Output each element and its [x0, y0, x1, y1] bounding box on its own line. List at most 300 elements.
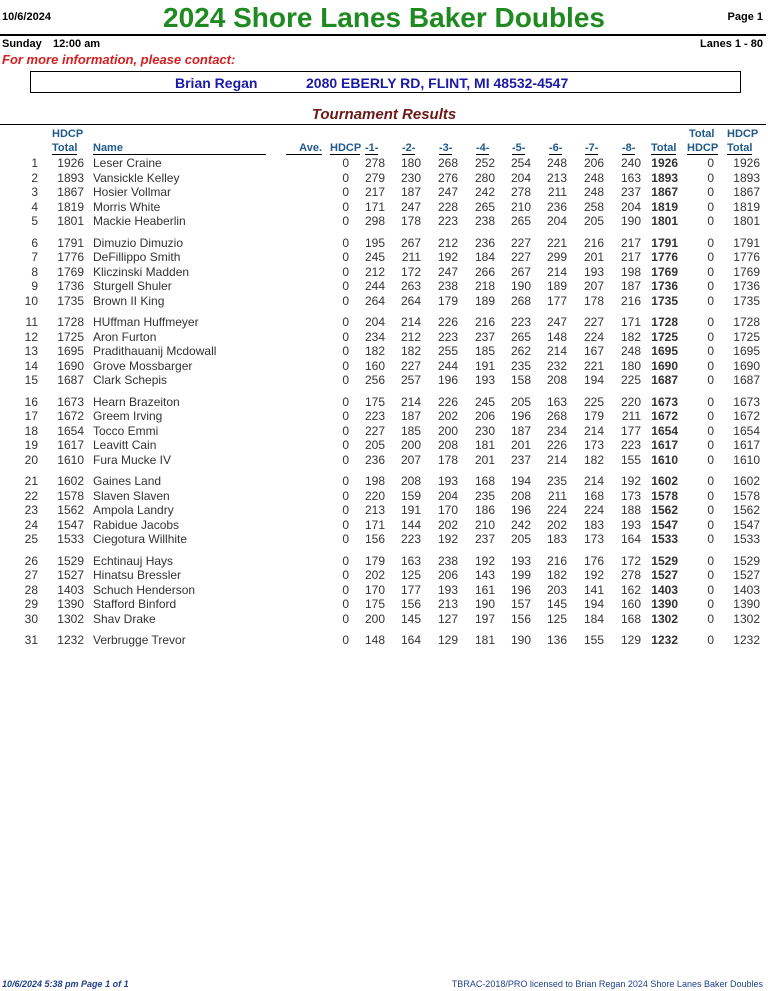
- total-hdcp-cell: 0: [707, 214, 714, 228]
- final-total-cell: 1687: [733, 373, 760, 387]
- hdcp-total-cell: 1533: [57, 532, 84, 546]
- rank-cell: 4: [31, 199, 38, 214]
- game-1-score-cell: 244: [364, 279, 385, 293]
- player-name-cell: Sturgell Shuler: [93, 279, 172, 293]
- game-4-score-cell: 181: [474, 633, 495, 647]
- total-cell: 1578: [651, 488, 678, 503]
- col-final: Total: [727, 142, 753, 154]
- game-4-score-cell: 143: [474, 568, 495, 582]
- game-6-score-cell: 214: [546, 264, 567, 279]
- game-2-score-cell: 145: [400, 611, 421, 626]
- total-cell: 1867: [651, 185, 678, 199]
- game-7-score-cell: 205: [583, 214, 604, 228]
- game-6-score-cell: 211: [547, 488, 567, 503]
- table-row: [0, 373, 768, 388]
- total-cell: 1819: [651, 199, 678, 214]
- game-1-score-cell: 179: [364, 553, 385, 568]
- final-total-cell: 1801: [733, 214, 760, 228]
- game-2-score-cell: 187: [400, 409, 421, 423]
- game-5-score-cell: 190: [510, 633, 531, 647]
- game-2-score-cell: 263: [400, 279, 421, 293]
- table-row: [0, 633, 768, 648]
- game-6-score-cell: 214: [546, 452, 567, 467]
- game-7-score-cell: 221: [583, 358, 604, 373]
- game-2-score-cell: 208: [400, 474, 421, 488]
- col-game-6: -6-: [549, 142, 563, 154]
- game-8-score-cell: 198: [620, 264, 641, 279]
- player-name-cell: Leavitt Cain: [93, 438, 157, 452]
- game-7-score-cell: 207: [583, 279, 604, 293]
- hdcp-cell: 0: [342, 329, 349, 344]
- hdcp-total-cell: 1728: [57, 315, 84, 329]
- rank-cell: 28: [24, 582, 38, 597]
- game-5-score-cell: 196: [510, 503, 531, 517]
- game-7-score-cell: 224: [583, 503, 604, 517]
- game-2-score-cell: 214: [400, 394, 421, 409]
- game-4-score-cell: 191: [474, 358, 495, 373]
- game-6-score-cell: 183: [546, 532, 567, 546]
- rank-cell: 3: [31, 185, 38, 199]
- rank-cell: 13: [24, 344, 38, 358]
- game-5-score-cell: 190: [510, 279, 531, 293]
- total-cell: 1695: [651, 344, 678, 358]
- game-5-score-cell: 237: [510, 452, 531, 467]
- table-row: [0, 315, 768, 330]
- game-2-score-cell: 159: [400, 488, 421, 503]
- total-hdcp-cell: 0: [707, 199, 714, 214]
- total-hdcp-cell: 0: [707, 394, 714, 409]
- rank-cell: 26: [24, 553, 38, 568]
- total-cell: 1232: [651, 633, 678, 647]
- hdcp-total-cell: 1893: [57, 170, 84, 185]
- game-5-score-cell: 204: [510, 170, 531, 185]
- event-day: Sunday: [2, 38, 42, 50]
- hdcp-cell: 0: [342, 214, 349, 228]
- game-8-score-cell: 211: [621, 409, 641, 423]
- rank-cell: 29: [24, 597, 38, 611]
- game-3-score-cell: 170: [437, 503, 458, 517]
- game-5-score-cell: 158: [510, 373, 531, 387]
- game-8-score-cell: 129: [620, 633, 641, 647]
- game-6-score-cell: 203: [546, 582, 567, 597]
- report-date: 10/6/2024: [2, 11, 51, 23]
- section-title: Tournament Results: [311, 106, 457, 123]
- game-5-score-cell: 265: [510, 214, 531, 228]
- total-hdcp-cell: 0: [707, 423, 714, 438]
- game-1-score-cell: 212: [364, 264, 385, 279]
- final-total-cell: 1735: [733, 293, 760, 308]
- game-7-score-cell: 206: [583, 156, 604, 170]
- table-row: [0, 344, 768, 359]
- hdcp-total-cell: 1527: [57, 568, 84, 582]
- hdcp-cell: 0: [342, 503, 349, 517]
- hdcp-total-cell: 1390: [57, 597, 84, 611]
- game-7-score-cell: 183: [583, 517, 604, 532]
- col-name: Name: [93, 142, 266, 155]
- game-8-score-cell: 160: [620, 597, 641, 611]
- total-hdcp-cell: 0: [707, 488, 714, 503]
- rank-cell: 12: [24, 329, 38, 344]
- game-2-score-cell: 227: [400, 358, 421, 373]
- total-hdcp-cell: 0: [707, 358, 714, 373]
- col-game-1: -1-: [365, 142, 379, 154]
- total-cell: 1654: [651, 423, 678, 438]
- contact-name: Brian Regan: [175, 75, 258, 91]
- game-4-score-cell: 237: [474, 532, 495, 546]
- total-cell: 1562: [651, 503, 678, 517]
- final-total-cell: 1769: [733, 264, 760, 279]
- hdcp-cell: 0: [342, 597, 349, 611]
- game-2-score-cell: 264: [400, 293, 421, 308]
- game-2-score-cell: 187: [400, 185, 421, 199]
- total-hdcp-cell: 0: [707, 185, 714, 199]
- rank-cell: 19: [24, 438, 38, 452]
- game-7-score-cell: 214: [583, 423, 604, 438]
- game-3-score-cell: 178: [437, 452, 458, 467]
- game-6-score-cell: 208: [546, 373, 567, 387]
- col-hdcp-total-top: HDCP: [52, 128, 84, 140]
- game-5-score-cell: 199: [510, 568, 531, 582]
- col-game-3: -3-: [439, 142, 453, 154]
- hdcp-cell: 0: [342, 568, 349, 582]
- game-4-score-cell: 245: [474, 394, 495, 409]
- game-1-score-cell: 278: [364, 156, 385, 170]
- game-3-score-cell: 204: [437, 488, 458, 503]
- game-8-score-cell: 225: [620, 373, 641, 387]
- game-8-score-cell: 188: [620, 503, 641, 517]
- game-2-score-cell: 144: [400, 517, 421, 532]
- game-1-score-cell: 171: [364, 199, 385, 214]
- total-hdcp-cell: 0: [707, 235, 714, 250]
- table-row: [0, 612, 768, 627]
- game-6-score-cell: 182: [546, 568, 567, 582]
- game-2-score-cell: 211: [401, 250, 421, 264]
- game-3-score-cell: 268: [437, 156, 458, 170]
- game-2-score-cell: 180: [400, 156, 421, 170]
- game-3-score-cell: 206: [437, 568, 458, 582]
- hdcp-total-cell: 1529: [57, 553, 84, 568]
- game-6-score-cell: 125: [546, 611, 567, 626]
- game-2-score-cell: 185: [400, 423, 421, 438]
- table-row: [0, 453, 768, 468]
- game-3-score-cell: 238: [437, 553, 458, 568]
- game-4-score-cell: 230: [474, 423, 495, 438]
- game-1-score-cell: 170: [364, 582, 385, 597]
- game-4-score-cell: 189: [474, 293, 495, 308]
- final-total-cell: 1695: [733, 344, 760, 358]
- total-hdcp-cell: 0: [707, 553, 714, 568]
- game-2-score-cell: 156: [400, 597, 421, 611]
- total-cell: 1533: [651, 532, 678, 546]
- hdcp-cell: 0: [342, 358, 349, 373]
- table-row: [0, 518, 768, 533]
- rank-cell: 2: [31, 170, 38, 185]
- game-3-score-cell: 129: [437, 633, 458, 647]
- game-7-score-cell: 192: [583, 568, 604, 582]
- total-hdcp-cell: 0: [707, 582, 714, 597]
- footer-license: TBRAC-2018/PRO licensed to Brian Regan 2024 Shore Lanes Baker Doubles: [451, 979, 763, 989]
- total-hdcp-cell: 0: [707, 517, 714, 532]
- col-total-hdcp: HDCP: [687, 142, 719, 154]
- hdcp-total-cell: 1672: [57, 409, 84, 423]
- player-name-cell: Greem Irving: [93, 409, 163, 423]
- game-8-score-cell: 190: [620, 214, 641, 228]
- game-4-score-cell: 193: [474, 373, 495, 387]
- game-7-score-cell: 225: [583, 394, 604, 409]
- game-8-score-cell: 155: [620, 452, 641, 467]
- hdcp-cell: 0: [342, 279, 349, 293]
- col-hdcp-total: Total: [52, 142, 78, 154]
- table-row: [0, 438, 768, 453]
- final-total-cell: 1403: [733, 582, 760, 597]
- game-5-score-cell: 265: [510, 329, 531, 344]
- game-4-score-cell: 181: [474, 438, 495, 452]
- game-4-score-cell: 266: [474, 264, 495, 279]
- total-cell: 1403: [651, 582, 678, 597]
- game-1-score-cell: 213: [364, 503, 385, 517]
- table-row: [0, 265, 768, 280]
- game-3-score-cell: 200: [437, 423, 458, 438]
- game-3-score-cell: 223: [437, 329, 458, 344]
- hdcp-cell: 0: [342, 394, 349, 409]
- game-2-score-cell: 178: [400, 214, 421, 228]
- table-row: [0, 474, 768, 489]
- table-row: [0, 185, 768, 200]
- game-5-score-cell: 187: [510, 423, 531, 438]
- final-total-cell: 1527: [733, 568, 760, 582]
- table-row: [0, 395, 768, 410]
- game-8-score-cell: 223: [620, 438, 641, 452]
- total-cell: 1602: [651, 474, 678, 488]
- game-7-score-cell: 248: [583, 185, 604, 199]
- game-6-score-cell: 204: [546, 214, 567, 228]
- hdcp-cell: 0: [342, 250, 349, 264]
- game-3-score-cell: 247: [437, 264, 458, 279]
- game-2-score-cell: 207: [400, 452, 421, 467]
- game-3-score-cell: 213: [437, 597, 458, 611]
- player-name-cell: Clark Schepis: [93, 373, 168, 387]
- player-name-cell: Morris White: [93, 199, 161, 214]
- game-6-score-cell: 226: [546, 438, 567, 452]
- game-7-score-cell: 167: [583, 344, 604, 358]
- game-4-score-cell: 218: [474, 279, 495, 293]
- game-2-score-cell: 177: [400, 582, 421, 597]
- game-3-score-cell: 212: [437, 235, 458, 250]
- hdcp-cell: 0: [342, 156, 349, 170]
- table-row: [0, 532, 768, 547]
- col-total: Total: [651, 142, 677, 154]
- game-4-score-cell: 216: [474, 315, 495, 329]
- rank-cell: 11: [25, 315, 38, 329]
- total-cell: 1893: [651, 170, 678, 185]
- game-7-score-cell: 176: [583, 553, 604, 568]
- player-name-cell: Brown II King: [93, 293, 165, 308]
- game-1-score-cell: 298: [364, 214, 385, 228]
- hdcp-total-cell: 1819: [57, 199, 84, 214]
- game-6-score-cell: 189: [546, 279, 567, 293]
- game-5-score-cell: 193: [510, 553, 531, 568]
- rank-cell: 18: [24, 423, 38, 438]
- game-4-score-cell: 237: [474, 329, 495, 344]
- final-total-cell: 1736: [733, 279, 760, 293]
- table-row: [0, 489, 768, 504]
- table-row: [0, 156, 768, 171]
- game-7-score-cell: 248: [583, 170, 604, 185]
- player-name-cell: Schuch Henderson: [93, 582, 196, 597]
- hdcp-cell: 0: [342, 488, 349, 503]
- player-name-cell: Verbrugge Trevor: [93, 633, 186, 647]
- hdcp-cell: 0: [342, 409, 349, 423]
- col-game-8: -8-: [622, 142, 636, 154]
- hdcp-total-cell: 1791: [57, 235, 84, 250]
- game-1-score-cell: 202: [364, 568, 385, 582]
- final-total-cell: 1672: [733, 409, 760, 423]
- game-4-score-cell: 206: [474, 409, 495, 423]
- game-1-score-cell: 264: [364, 293, 385, 308]
- game-8-score-cell: 192: [620, 474, 641, 488]
- hdcp-total-cell: 1673: [57, 394, 84, 409]
- rank-cell: 10: [24, 293, 38, 308]
- game-2-score-cell: 163: [400, 553, 421, 568]
- total-cell: 1728: [651, 315, 678, 329]
- hdcp-cell: 0: [342, 315, 349, 329]
- player-name-cell: Ampola Landry: [93, 503, 174, 517]
- player-name-cell: Ciegotura Willhite: [93, 532, 188, 546]
- game-3-score-cell: 247: [437, 185, 458, 199]
- game-1-score-cell: 223: [364, 409, 385, 423]
- game-5-score-cell: 205: [510, 394, 531, 409]
- final-total-cell: 1791: [733, 235, 760, 250]
- game-5-score-cell: 201: [510, 438, 531, 452]
- player-name-cell: Hosier Vollmar: [93, 185, 172, 199]
- header-divider: [0, 34, 766, 36]
- rank-cell: 14: [24, 358, 38, 373]
- game-3-score-cell: 192: [437, 250, 458, 264]
- total-hdcp-cell: 0: [707, 373, 714, 387]
- game-4-score-cell: 235: [474, 488, 495, 503]
- game-7-score-cell: 179: [583, 409, 604, 423]
- game-3-score-cell: 226: [437, 315, 458, 329]
- game-1-score-cell: 279: [364, 170, 385, 185]
- hdcp-cell: 0: [342, 264, 349, 279]
- game-6-score-cell: 221: [546, 235, 567, 250]
- final-total-cell: 1562: [733, 503, 760, 517]
- rank-cell: 27: [24, 568, 38, 582]
- player-name-cell: Mackie Heaberlin: [93, 214, 186, 228]
- report-title: 2024 Shore Lanes Baker Doubles: [163, 2, 605, 33]
- game-1-score-cell: 160: [364, 358, 385, 373]
- player-name-cell: Hearn Brazeiton: [93, 394, 180, 409]
- game-2-score-cell: 230: [400, 170, 421, 185]
- table-row: [0, 279, 768, 294]
- hdcp-cell: 0: [342, 532, 349, 546]
- total-cell: 1690: [651, 358, 678, 373]
- total-hdcp-cell: 0: [707, 264, 714, 279]
- game-8-score-cell: 187: [620, 279, 641, 293]
- game-6-score-cell: 211: [547, 185, 567, 199]
- game-7-score-cell: 227: [583, 315, 604, 329]
- game-5-score-cell: 156: [510, 611, 531, 626]
- final-total-cell: 1867: [733, 185, 760, 199]
- rank-cell: 6: [31, 235, 38, 250]
- final-total-cell: 1690: [733, 358, 760, 373]
- total-hdcp-cell: 0: [707, 250, 714, 264]
- game-8-score-cell: 248: [620, 344, 641, 358]
- hdcp-cell: 0: [342, 474, 349, 488]
- hdcp-cell: 0: [342, 344, 349, 358]
- hdcp-cell: 0: [342, 185, 349, 199]
- game-8-score-cell: 171: [620, 315, 641, 329]
- game-3-score-cell: 196: [437, 373, 458, 387]
- hdcp-cell: 0: [342, 633, 349, 647]
- game-3-score-cell: 228: [437, 199, 458, 214]
- game-4-score-cell: 186: [474, 503, 495, 517]
- hdcp-total-cell: 1801: [57, 214, 84, 228]
- total-hdcp-cell: 0: [707, 293, 714, 308]
- hdcp-cell: 0: [342, 438, 349, 452]
- game-5-score-cell: 254: [510, 156, 531, 170]
- total-hdcp-cell: 0: [707, 452, 714, 467]
- game-5-score-cell: 262: [510, 344, 531, 358]
- hdcp-total-cell: 1602: [57, 474, 84, 488]
- hdcp-total-cell: 1687: [57, 373, 84, 387]
- game-8-score-cell: 217: [620, 250, 641, 264]
- player-name-cell: Shav Drake: [93, 611, 156, 626]
- hdcp-cell: 0: [342, 452, 349, 467]
- player-name-cell: Aron Furton: [93, 329, 157, 344]
- table-row: [0, 214, 768, 229]
- hdcp-total-cell: 1403: [57, 582, 84, 597]
- game-3-score-cell: 127: [437, 611, 458, 626]
- total-cell: 1687: [651, 373, 678, 387]
- game-8-score-cell: 180: [620, 358, 641, 373]
- game-5-score-cell: 196: [510, 409, 531, 423]
- table-row: [0, 554, 768, 569]
- game-1-score-cell: 195: [364, 235, 385, 250]
- game-7-score-cell: 224: [583, 329, 604, 344]
- game-1-score-cell: 200: [364, 611, 385, 626]
- game-3-score-cell: 223: [437, 214, 458, 228]
- total-hdcp-cell: 0: [707, 344, 714, 358]
- game-4-score-cell: 201: [474, 452, 495, 467]
- total-cell: 1791: [651, 235, 678, 250]
- game-6-score-cell: 214: [546, 344, 567, 358]
- total-hdcp-cell: 0: [707, 409, 714, 423]
- game-8-score-cell: 177: [620, 423, 641, 438]
- hdcp-cell: 0: [342, 235, 349, 250]
- game-6-score-cell: 268: [546, 409, 567, 423]
- total-cell: 1527: [651, 568, 678, 582]
- final-total-cell: 1673: [733, 394, 760, 409]
- total-hdcp-cell: 0: [707, 438, 714, 452]
- game-3-score-cell: 202: [437, 409, 458, 423]
- game-1-score-cell: 220: [364, 488, 385, 503]
- total-hdcp-cell: 0: [707, 315, 714, 329]
- rank-cell: 20: [24, 452, 38, 467]
- game-8-score-cell: 168: [620, 611, 641, 626]
- game-1-score-cell: 182: [364, 344, 385, 358]
- hdcp-cell: 0: [342, 199, 349, 214]
- game-6-score-cell: 299: [546, 250, 567, 264]
- game-4-score-cell: 185: [474, 344, 495, 358]
- game-6-score-cell: 163: [546, 394, 567, 409]
- final-total-cell: 1617: [733, 438, 760, 452]
- game-3-score-cell: 192: [437, 532, 458, 546]
- rank-cell: 9: [31, 279, 38, 293]
- game-6-score-cell: 234: [546, 423, 567, 438]
- final-total-cell: 1302: [733, 611, 760, 626]
- game-3-score-cell: 193: [437, 582, 458, 597]
